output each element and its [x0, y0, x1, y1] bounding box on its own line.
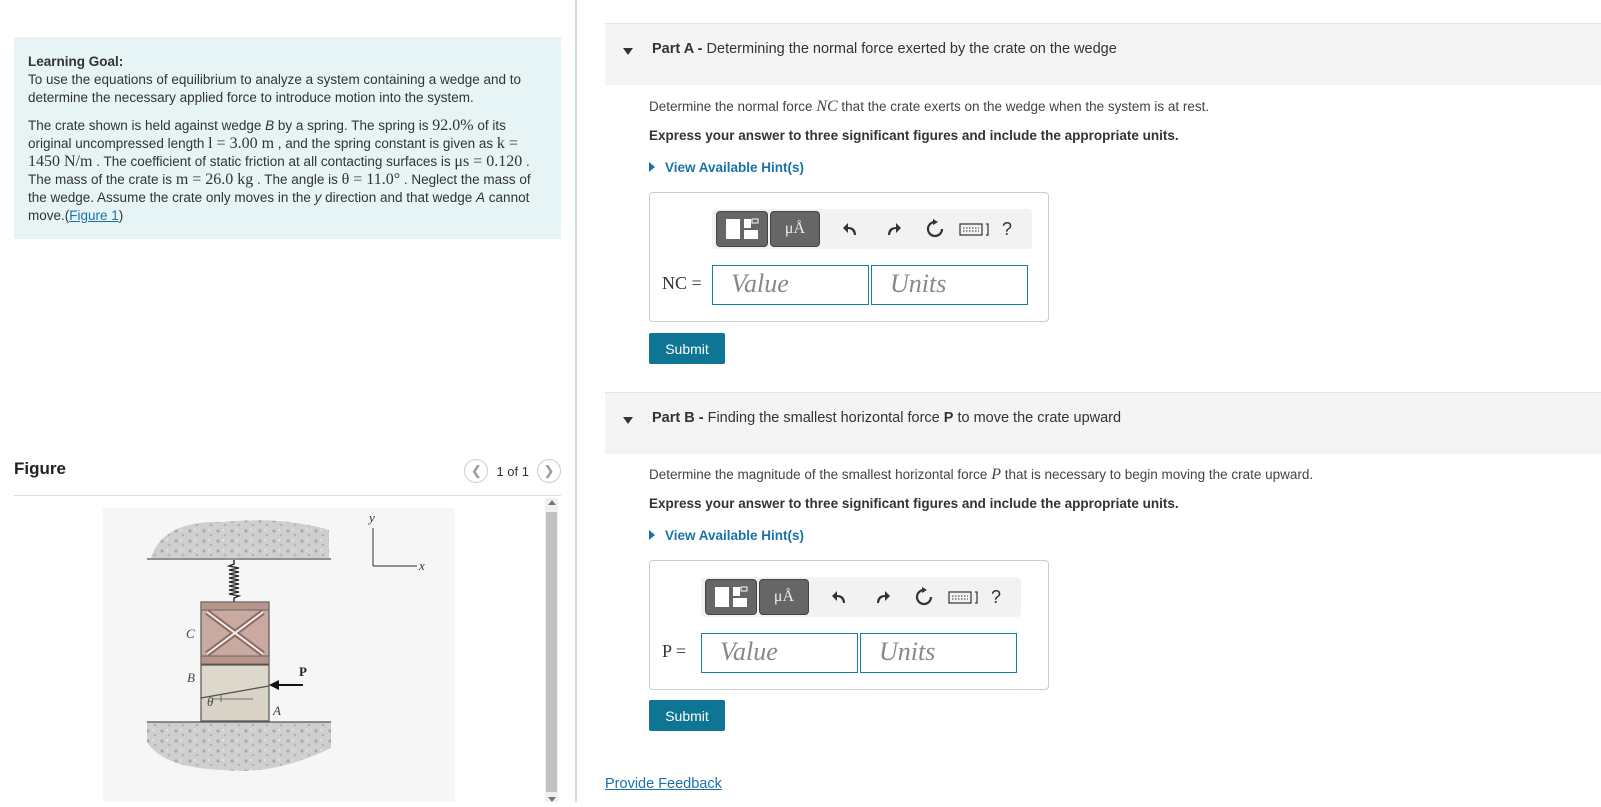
part-a-hint-label: View Available Hint(s): [665, 160, 805, 175]
part-a-submit-button[interactable]: Submit: [649, 333, 725, 364]
part-b-hint-toggle[interactable]: [649, 528, 804, 543]
axis-label-x: x: [419, 558, 425, 573]
figure-1-link[interactable]: Figure 1: [69, 208, 119, 223]
keyboard-icon: [948, 589, 982, 605]
part-a-q-var: NC: [816, 98, 838, 115]
wedge-crate-diagram: [103, 508, 455, 802]
part-b-title-1: Finding the smallest horizontal force: [707, 410, 944, 426]
part-b-title: [652, 410, 1121, 426]
part-a-q1: Determine the normal force: [649, 99, 817, 114]
chevron-right-icon: ❯: [543, 463, 555, 478]
stmt-wedge-a: A: [476, 190, 486, 205]
label-b: B: [187, 670, 195, 685]
mu-angstrom-icon: μÅ: [773, 588, 795, 605]
part-a-q2: that the crate exerts on the wedge when the system is at rest.: [837, 99, 1210, 114]
friction-equation: μs = 0.120: [454, 153, 523, 170]
reset-icon: [925, 219, 945, 239]
part-b-submit-button[interactable]: Submit: [649, 700, 725, 731]
figure-pager: [464, 459, 561, 483]
label-c: C: [186, 626, 195, 641]
axes: [373, 528, 417, 566]
length-equation: l = 3.00 m: [208, 135, 275, 152]
reset-button[interactable]: [909, 582, 939, 612]
part-b-value-input[interactable]: Value: [701, 633, 858, 673]
redo-button[interactable]: [867, 582, 897, 612]
part-a-title-text: Determining the normal force exerted by the crate on the wedge: [706, 41, 1117, 57]
keyboard-button[interactable]: [947, 582, 983, 612]
caret-right-icon: [649, 530, 655, 540]
right-panel: [605, 0, 1601, 802]
stmt-6: . The mass of the crate is: [28, 154, 530, 187]
provide-feedback-link[interactable]: Provide Feedback: [605, 776, 722, 792]
goal-heading: Learning Goal:: [28, 54, 124, 69]
stmt-8: . Neglect the mass of the wedge. Assume the crate only moves in the: [28, 172, 531, 205]
paren-open: (: [64, 208, 70, 223]
part-b-title-p: P: [943, 410, 954, 426]
part-a-instruction: Express your answer to three significant figures and include the appropriate units.: [649, 128, 1179, 143]
spring-constant-equation: k = 1450 N/m: [28, 135, 518, 170]
part-a-question: [649, 98, 1209, 116]
part-b-variable-label: P =: [662, 641, 686, 661]
part-a-label: Part A -: [652, 41, 707, 57]
stmt-2: by a spring. The spring is: [274, 118, 433, 133]
label-a: A: [273, 703, 281, 718]
part-a-hint-toggle[interactable]: [649, 160, 804, 175]
part-b-q-var: P: [991, 466, 1001, 483]
part-b-instruction: Express your answer to three significant figures and include the appropriate units.: [649, 496, 1179, 511]
units-button[interactable]: [770, 211, 820, 247]
part-a-answer-box: [649, 192, 1049, 322]
part-a-header[interactable]: [605, 23, 1601, 85]
part-b-answer-box: [649, 560, 1049, 690]
part-b-header[interactable]: [605, 392, 1601, 454]
problem-statement: [28, 117, 547, 225]
part-b-hint-label: View Available Hint(s): [665, 528, 805, 543]
collapse-triangle-icon[interactable]: [623, 417, 633, 424]
ceiling-ground: [151, 520, 329, 558]
figure-scrollbar[interactable]: [545, 498, 558, 802]
template-button[interactable]: [716, 211, 768, 247]
keyboard-button[interactable]: [958, 214, 994, 244]
next-figure-button[interactable]: [537, 459, 561, 483]
caret-right-icon: [649, 162, 655, 172]
scroll-thumb[interactable]: [546, 512, 557, 792]
figure-page-count: 1 of 1: [496, 463, 529, 479]
learning-goal-box: [14, 37, 561, 239]
figure-title: Figure: [14, 459, 66, 478]
stmt-4: , and the spring constant is given as: [274, 136, 497, 151]
scroll-down-icon[interactable]: [548, 797, 556, 802]
stmt-5: . The coefficient of static friction at all contacting surfaces is: [92, 154, 455, 169]
template-icon: [711, 584, 751, 610]
figure-header: [14, 455, 561, 496]
stmt-9: direction and that wedge: [321, 190, 477, 205]
part-a-title: [652, 41, 1117, 57]
part-b-q2: that is necessary to begin moving the crate upward.: [1000, 467, 1314, 482]
paren-close: ): [118, 208, 124, 223]
part-b-units-input[interactable]: Units: [860, 633, 1017, 673]
spring: [229, 560, 239, 602]
help-button[interactable]: ?: [1002, 218, 1013, 239]
stmt-3: of its original uncompressed length: [28, 118, 506, 151]
crate-c: [201, 602, 269, 664]
keyboard-icon: [959, 221, 993, 237]
template-icon: [722, 216, 762, 242]
reset-button[interactable]: [920, 214, 950, 244]
collapse-triangle-icon[interactable]: [623, 48, 633, 55]
redo-icon: [884, 221, 902, 237]
part-a-units-input[interactable]: Units: [871, 265, 1028, 305]
redo-button[interactable]: [878, 214, 908, 244]
units-button[interactable]: [759, 579, 809, 615]
undo-button[interactable]: [825, 582, 855, 612]
part-a-variable-label: NC =: [662, 273, 702, 293]
spring-percent: 92.0%: [432, 117, 474, 134]
redo-icon: [873, 589, 891, 605]
angle-equation: θ = 11.0°: [341, 171, 401, 188]
label-p: P: [299, 664, 307, 679]
help-button[interactable]: ?: [991, 586, 1002, 607]
axis-label-y: y: [369, 510, 375, 525]
goal-text: To use the equations of equilibrium to analyze a system containing a wedge and to determine the necessary applied force to introduce motion into the system.: [28, 72, 522, 105]
undo-icon: [842, 221, 860, 237]
part-b-title-2: to move the crate upward: [953, 410, 1122, 426]
part-b-toolbar: [701, 577, 1021, 617]
undo-icon: [831, 589, 849, 605]
stmt-10: cannot move.: [28, 190, 530, 223]
part-b-label: Part B -: [652, 410, 708, 426]
part-b-question: [649, 466, 1313, 484]
mass-equation: m = 26.0 kg: [175, 171, 254, 188]
stmt-7: . The angle is: [253, 172, 342, 187]
floor-ground: [147, 722, 331, 771]
stmt-y: y: [314, 190, 322, 205]
chevron-left-icon: ❮: [471, 463, 482, 478]
part-b-q1: Determine the magnitude of the smallest horizontal force: [649, 467, 992, 482]
label-theta: θ: [207, 694, 214, 709]
mu-angstrom-icon: μÅ: [784, 220, 806, 237]
goal-intro: [28, 53, 547, 107]
figure-image: [103, 508, 455, 802]
stmt-wedge-b: B: [265, 118, 275, 133]
scroll-up-icon[interactable]: [548, 500, 556, 505]
part-a-value-input[interactable]: Value: [712, 265, 869, 305]
panel-divider: [575, 0, 577, 802]
undo-button[interactable]: [836, 214, 866, 244]
left-panel: [0, 0, 571, 802]
template-button[interactable]: [705, 579, 757, 615]
part-a-toolbar: [712, 209, 1032, 249]
reset-icon: [914, 587, 934, 607]
stmt-1: The crate shown is held against wedge: [28, 118, 266, 133]
prev-figure-button[interactable]: [464, 459, 488, 483]
